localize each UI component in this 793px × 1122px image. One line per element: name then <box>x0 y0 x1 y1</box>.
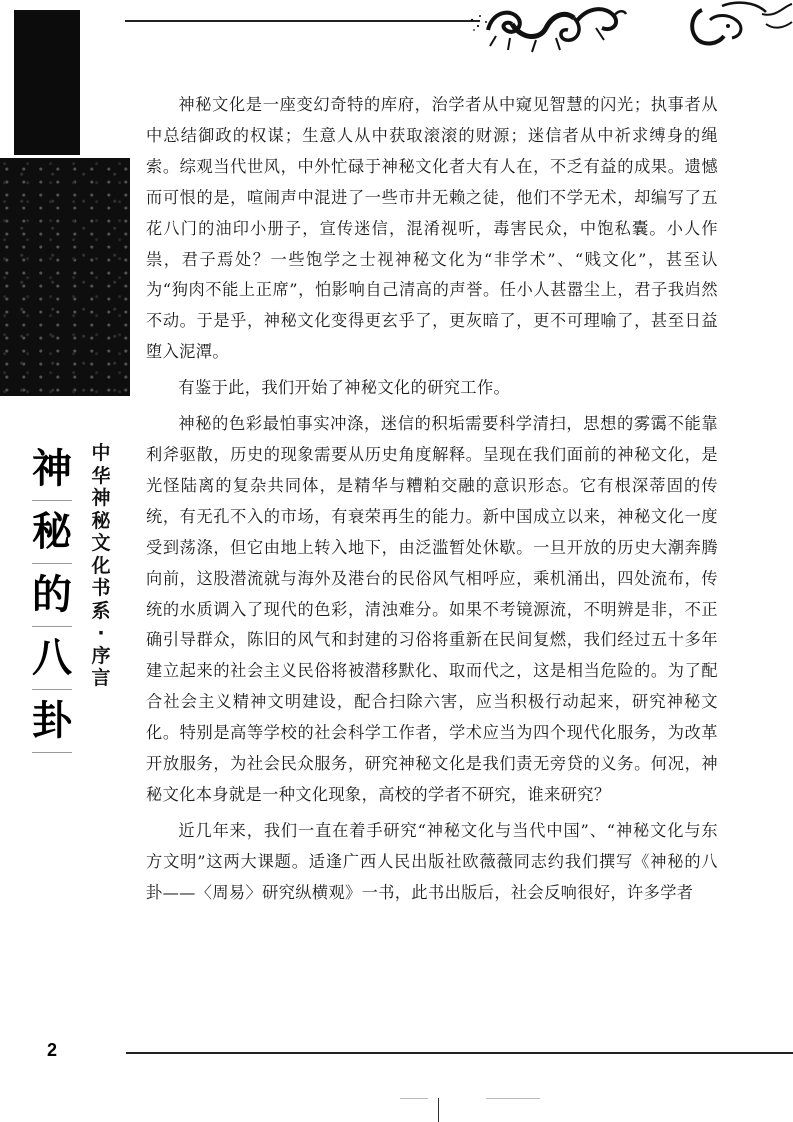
series-char: 序 <box>91 644 111 667</box>
preface-body <box>146 90 718 914</box>
series-char: 文 <box>91 532 111 554</box>
header-rule <box>125 20 480 22</box>
series-char: 书 <box>91 577 111 599</box>
paragraph: 有鉴于此，我们开始了神秘文化的研究工作。 <box>178 378 511 398</box>
series-char: 神 <box>91 487 111 509</box>
vertical-book-title <box>24 438 80 753</box>
crop-dash <box>486 1098 540 1099</box>
dragon-ornament-icon <box>466 0 793 60</box>
page-number: 2 <box>47 1040 58 1060</box>
footer-rule <box>126 1052 793 1054</box>
series-char: 中 <box>91 442 111 464</box>
title-char: 卦 <box>32 690 72 753</box>
title-char: 神 <box>32 438 72 501</box>
crop-dash <box>400 1098 428 1099</box>
series-char: 言 <box>91 667 111 689</box>
title-char: 秘 <box>32 501 72 564</box>
paragraph: 神秘文化是一座变幻奇特的库府，治学者从中窥见智慧的闪光；执事者从中总结御政的权谋；生意人从中获取滚滚的财源；迷信者从中祈求缚身的绳索。综观当代世风，中外忙碌于神秘文化者大有人在，不乏有益的成果。遗憾而可恨的是，喧闹声中混进了一些市井无赖之徒，他们不学无术，却编写了五花八门的油印小册子，宣传迷信，混淆视听，毒害民众，中饱私囊。小人作祟，君子焉处？一些饱学之士视神秘文化为“非学术”、“贱文化”，甚至认为“狗肉不能上正席”，怕影响自己清高的声誉。任小人甚嚣尘上，君子我岿然不动。于是乎，神秘文化变得更玄乎了，更灰暗了，更不可理喻了，甚至日益堕入泥潭。 <box>146 95 718 362</box>
vertical-series-title <box>88 442 114 690</box>
series-char: 华 <box>91 464 111 487</box>
decorative-black-block <box>0 158 130 396</box>
paragraph: 近几年来，我们一直在着手研究“神秘文化与当代中国”、“神秘文化与东方文明”这两大课题。适逢广西人民出版社欧薇薇同志约我们撰写《神秘的八卦——〈周易〉研究纵横观》一书，此书出版后，社会反响很好，许多学者 <box>146 820 718 902</box>
series-char: · <box>97 622 105 644</box>
series-char: 系 <box>91 599 111 622</box>
series-char: 化 <box>91 554 111 577</box>
paragraph: 神秘的色彩最怕事实冲涤，迷信的积垢需要科学清扫，思想的雾霭不能靠利斧驱散，历史的现象需要从历史角度解释。呈现在我们面前的神秘文化，是光怪陆离的复杂共同体，是精华与糟粕交融的意识形态。它有根深蒂固的传统，有无孔不入的市场，有衰荣再生的能力。新中国成立以来，神秘文化一度受到荡涤，但它由地上转入地下，由泛滥暂处休歇。一旦开放的历史大潮奔腾向前，这股潜流就与海外及港台的民俗风气相呼应，乘机涌出，四处流布，传统的水质调入了现代的色彩，清浊难分。如果不考镜源流，不明辨是非，不正确引导群众，陈旧的风气和封建的习俗将重新在民间复燃，我们经过五十多年建立起来的社会主义民俗将被潜移默化、取而代之，这是相当危险的。为了配合社会主义精神文明建设，配合扫除六害，应当积极行动起来，研究神秘文化。特别是高等学校的社会科学工作者，学术应当为四个现代化服务，为改革开放服务，为社会民众服务，研究神秘文化是我们责无旁贷的义务。何况，神秘文化本身就是一种文化现象，高校的学者不研究，谁来研究？ <box>146 414 718 804</box>
title-char: 八 <box>32 627 72 690</box>
decorative-black-bar <box>14 10 80 155</box>
title-char: 的 <box>32 564 72 627</box>
series-char: 秘 <box>91 509 111 532</box>
crop-mark <box>438 1098 439 1122</box>
